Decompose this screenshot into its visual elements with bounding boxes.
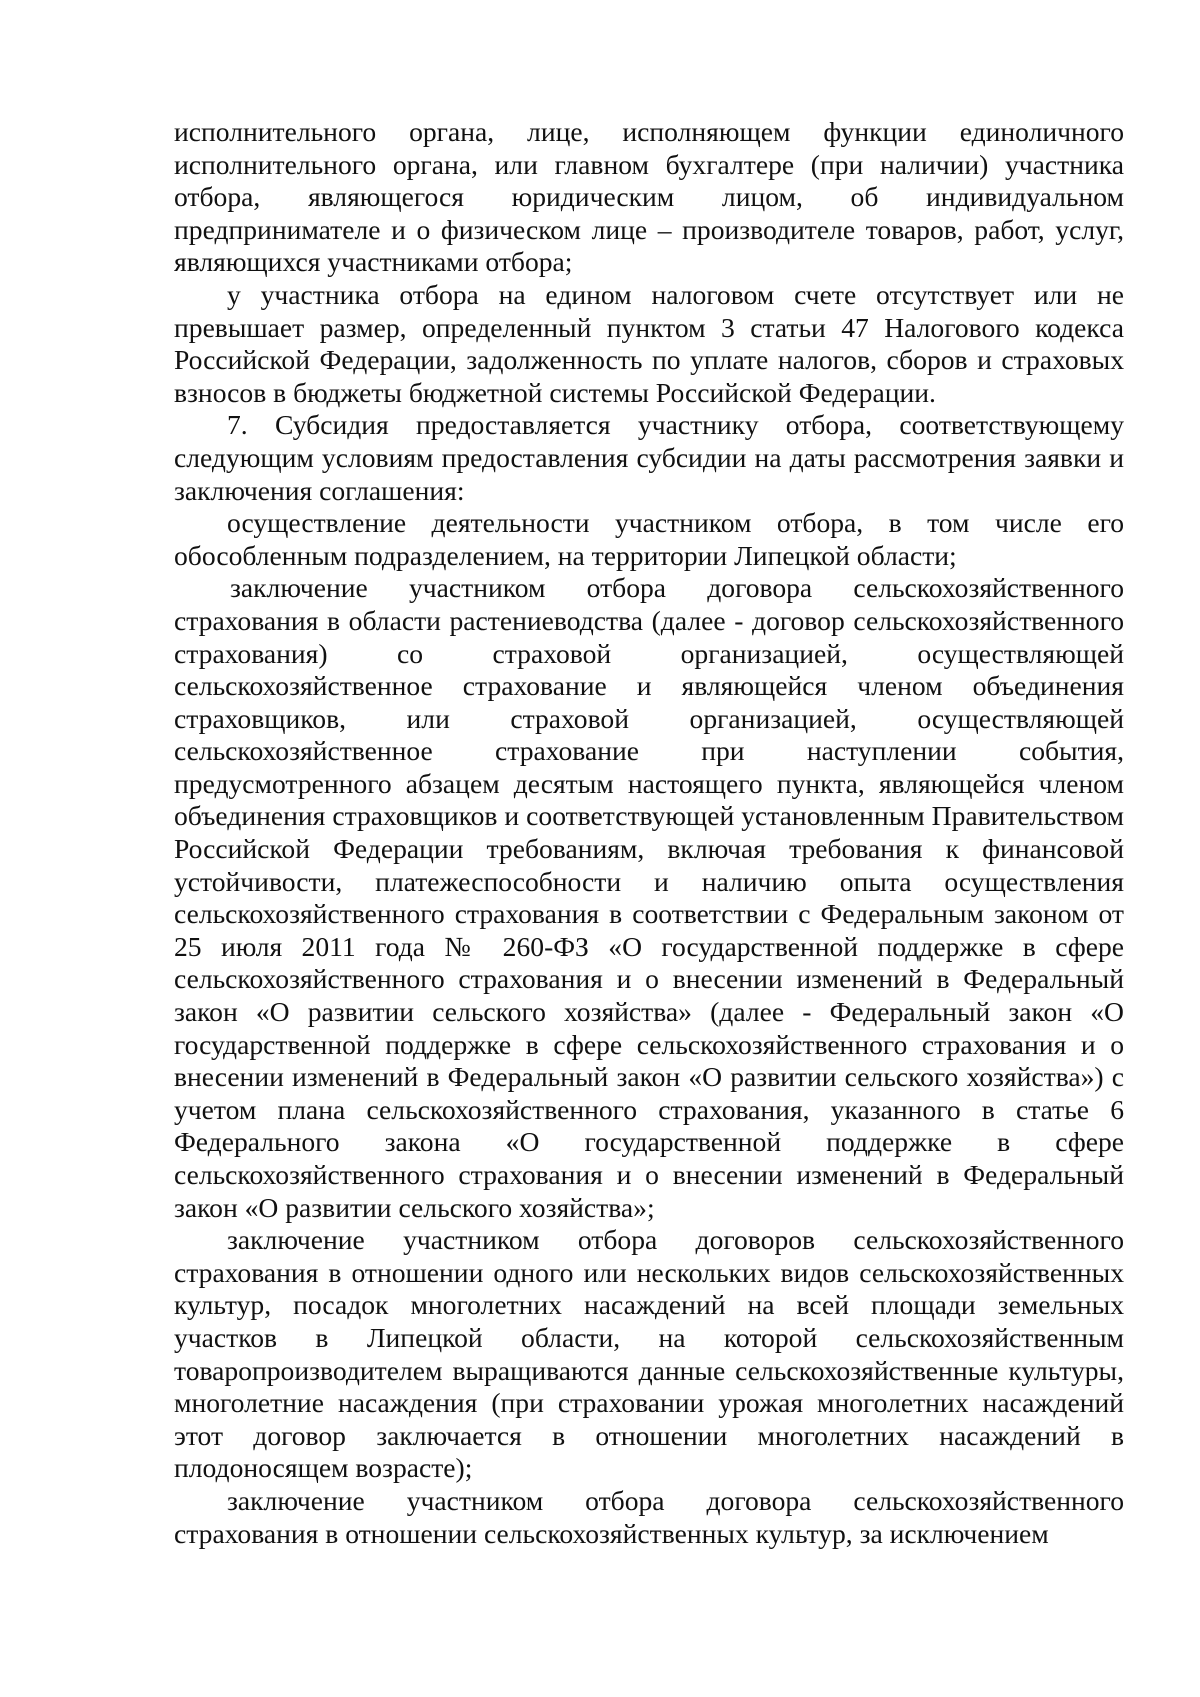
paragraph-5: заключение участником отбора договора сельскохозяйственного страхования в области растениеводства (далее - договор сельскохозяйственного страхования) со страховой организацией, осуществляющей сельскохозяйственное страхование и являющейся членом объединения страховщиков, или страховой организацией, осуществляющей сельскохозяйственное страхование при наступлении события, предусмотренного абзацем десятым настоящего пункта, являющейся членом объединения страховщиков и соответствующей установленным Правительством Российской Федерации требованиям, включая требования к финансовой устойчивости, платежеспособности и наличию опыта осуществления сельскохозяйственного страхования в соответствии с Федеральным законом от 25 июля 2011 года № 260-ФЗ «О государственной поддержке в сфере сельскохозяйственного страхования и о внесении изменений в Федеральный закон «О развитии сельского хозяйства» (далее - Федеральный закон «О государственной поддержке в сфере сельскохозяйственного страхования и о внесении изменений в Федеральный закон «О развитии сельского хозяйства») с учетом плана сельскохозяйственного страхования, указанного в статье 6 Федерального закона «О государственной поддержке в сфере сельскохозяйственного страхования и о внесении изменений в Федеральный закон «О развитии сельского хозяйства»; bbox=[174, 572, 1124, 1223]
paragraph-3: 7. Субсидия предоставляется участнику отбора, соответствующему следующим условиям предоставления субсидии на даты рассмотрения заявки и заключения соглашения: bbox=[174, 409, 1124, 506]
paragraph-6: заключение участником отбора договоров сельскохозяйственного страхования в отношении одного или нескольких видов сельскохозяйственных культур, посадок многолетних насаждений на всей площади земельных участков в Липецкой области, на которой сельскохозяйственным товаропроизводителем выращиваются данные сельскохозяйственные культуры, многолетние насаждения (при страховании урожая многолетних насаждений этот договор заключается в отношении многолетних насаждений в плодоносящем возрасте); bbox=[174, 1224, 1124, 1484]
document-page bbox=[174, 116, 1124, 1550]
paragraph-2: у участника отбора на едином налоговом счете отсутствует или не превышает размер, определенный пунктом 3 статьи 47 Налогового кодекса Российской Федерации, задолженность по уплате налогов, сборов и страховых взносов в бюджеты бюджетной системы Российской Федерации. bbox=[174, 278, 1124, 408]
paragraph-4: осуществление деятельности участником отбора, в том числе его обособленным подразделением, на территории Липецкой области; bbox=[174, 507, 1124, 571]
paragraph-7: заключение участником отбора договора сельскохозяйственного страхования в отношении сельскохозяйственных культур, за исключением bbox=[174, 1484, 1124, 1549]
paragraph-1: исполнительного органа, лице, исполняющем функции единоличного исполнительного органа, или главном бухгалтере (при наличии) участника отбора, являющегося юридическим лицом, об индивидуальном предпринимателе и о физическом лице – производителе товаров, работ, услуг, являющихся участниками отбора; bbox=[174, 116, 1124, 278]
